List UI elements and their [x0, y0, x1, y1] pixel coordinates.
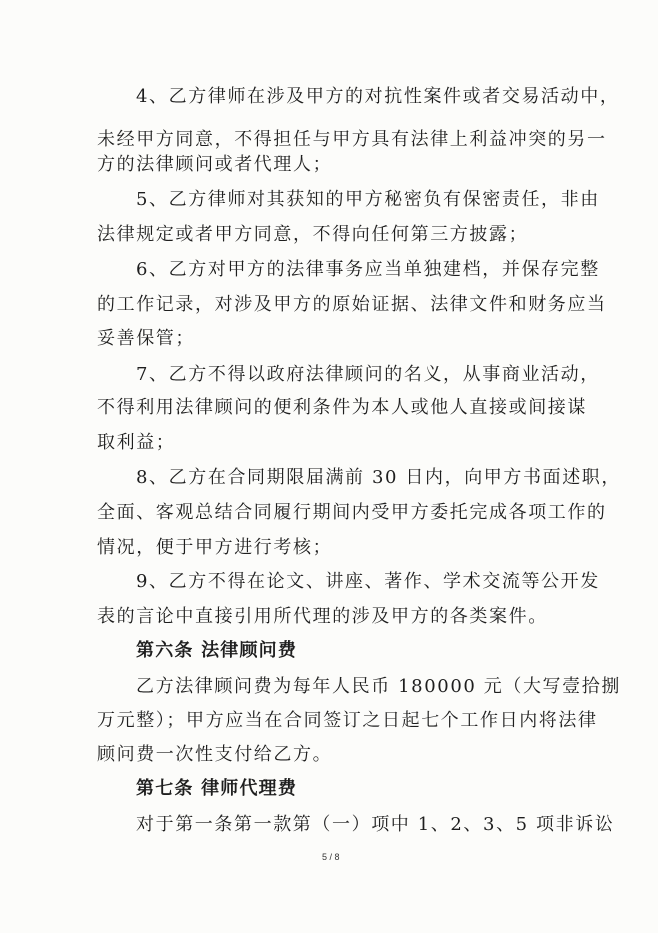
clause-5-line-2: 法律规定或者甲方同意，不得向任何第三方披露； — [97, 224, 529, 245]
article-6-heading: 第六条 法律顾问费 — [136, 640, 298, 661]
clause-5-line-1: 5、乙方律师对其获知的甲方秘密负有保密责任，非由 — [136, 189, 600, 210]
clause-4-line-3: 方的法律顾问或者代理人； — [97, 154, 333, 175]
clause-7-line-2: 不得利用法律顾问的便利条件为本人或他人直接或间接谋 — [97, 397, 587, 418]
clause-9-line-2: 表的言论中直接引用所代理的涉及甲方的各类案件。 — [97, 606, 548, 627]
article-7-line-1: 对于第一条第一款第（一）项中 1、2、3、5 项非诉讼 — [136, 814, 615, 835]
clause-6-line-3: 妥善保管； — [97, 328, 195, 349]
article-6-line-1: 乙方法律顾问费为每年人民币 180000 元（大写壹拾捌 — [136, 676, 621, 697]
clause-8-line-2: 全面、客观总结合同履行期间内受甲方委托完成各项工作的 — [97, 502, 607, 523]
page-number: 5 / 8 — [322, 852, 340, 862]
article-6-line-3: 顾问费一次性支付给乙方。 — [97, 744, 333, 765]
clause-6-line-1: 6、乙方对甲方的法律事务应当单独建档，并保存完整 — [136, 259, 600, 280]
article-7-heading: 第七条 律师代理费 — [136, 778, 298, 799]
clause-4-line-2: 未经甲方同意，不得担任与甲方具有法律上利益冲突的另一 — [97, 129, 607, 150]
clause-9-line-1: 9、乙方不得在论文、讲座、著作、学术交流等公开发 — [136, 571, 600, 592]
clause-8-line-1: 8、乙方在合同期限届满前 30 日内，向甲方书面述职， — [136, 467, 621, 488]
clause-7-line-1: 7、乙方不得以政府法律顾问的名义，从事商业活动， — [136, 364, 600, 385]
clause-8-line-3: 情况，便于甲方进行考核； — [97, 537, 333, 558]
clause-4-line-1: 4、乙方律师在涉及甲方的对抗性案件或者交易活动中， — [136, 86, 620, 107]
article-6-line-2: 万元整）；甲方应当在合同签订之日起七个工作日内将法律 — [97, 710, 598, 731]
clause-6-line-2: 的工作记录，对涉及甲方的原始证据、法律文件和财务应当 — [97, 294, 607, 315]
clause-7-line-3: 取利益； — [97, 432, 176, 453]
